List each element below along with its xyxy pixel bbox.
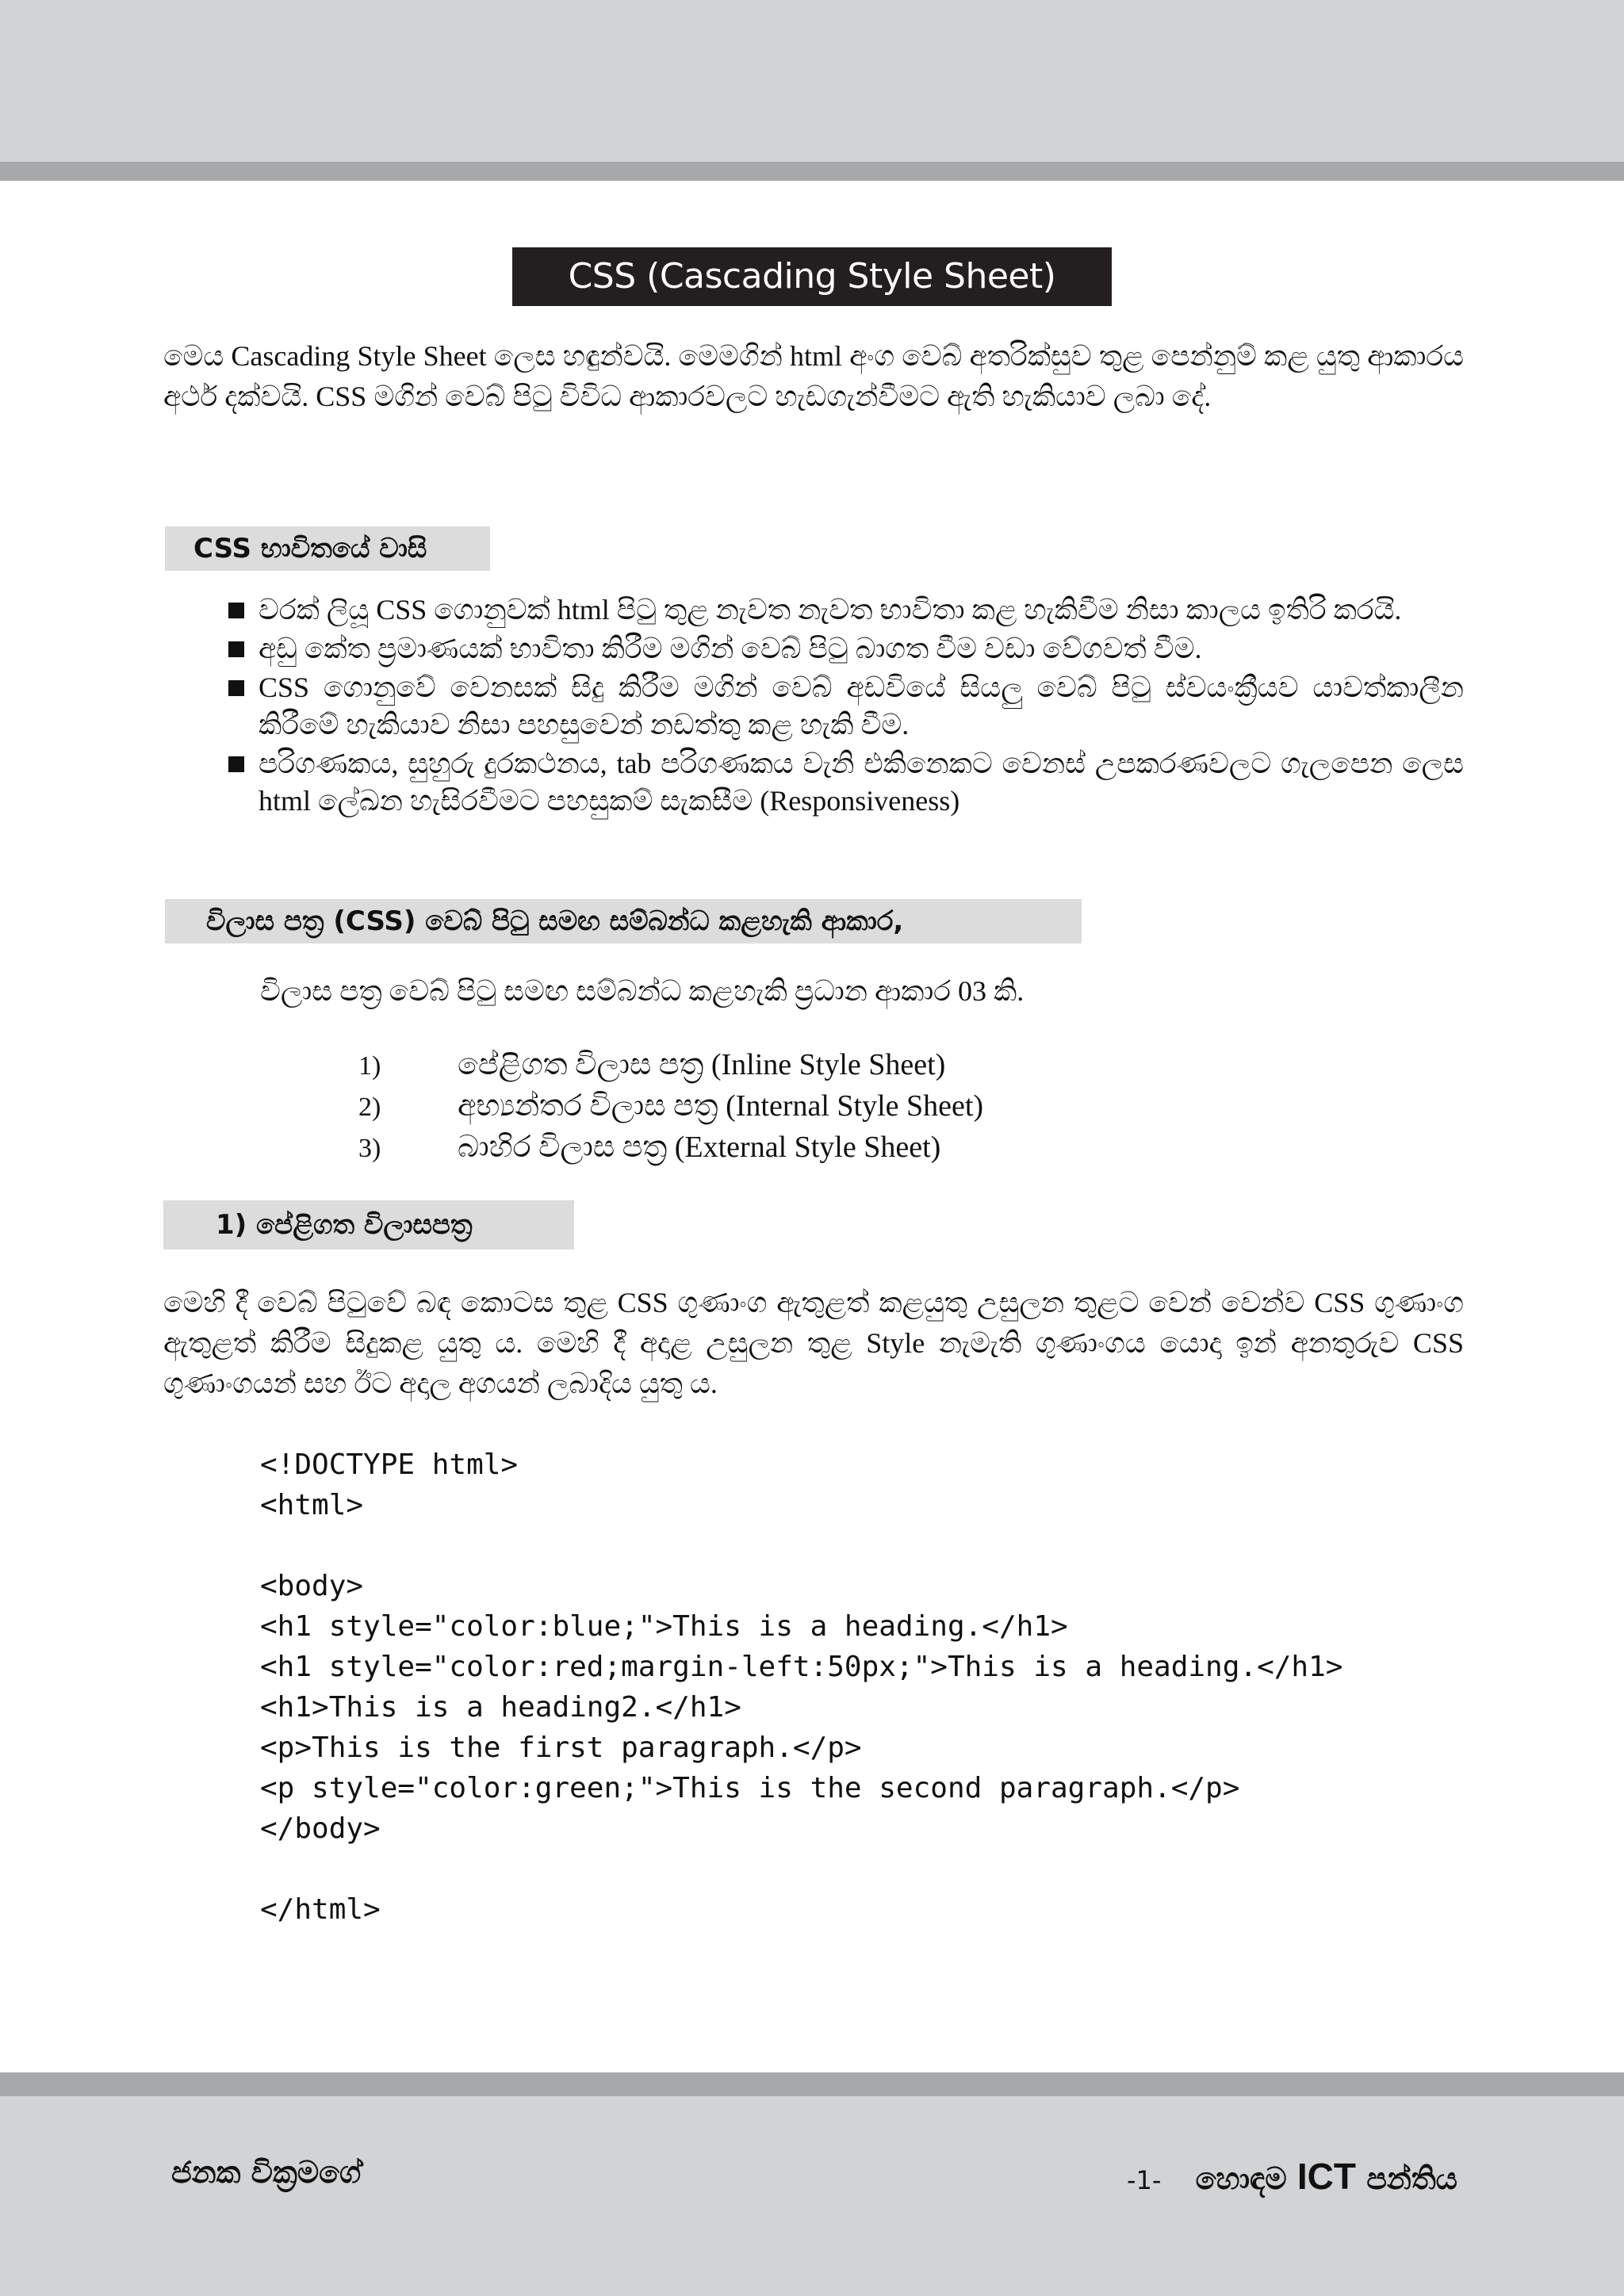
- page-number: -1-: [1126, 2165, 1162, 2195]
- list-item: 1) පේළිගත විලාස පත්‍ර (Inline Style Sheet): [358, 1048, 946, 1081]
- code-sample: <!DOCTYPE html> <html> <body> <h1 style="color:blue;">This is a heading.</h1> <h1 style="color:red;margin-left:50px;">This is a heading.</h1> <h1>This is a heading2.</h1> <p>This is the first paragraph.</p> <p style="color:green;">This is the second paragraph.</p> </body> </html>: [260, 1448, 1343, 1926]
- footer-author: ජනක වික්‍රමගේ: [171, 2155, 362, 2190]
- list-item: පරිගණකය, සුහුරු දුරකථනය, tab පරිගණකය වැනි එකිනෙකට වෙනස් උපකරණවලට ගැලපෙන ලෙස html ලේඛන හැසිරවීමට පහසුකම් සැකසීම (Responsiveness): [228, 745, 1464, 820]
- inline-paragraph: මෙහි දී වෙබ් පිටුවේ බඳ කොටස තුළ CSS ගුණාංග ඇතුළත් කළයුතු උසුලන තුළට වෙන් වෙන්ව CSS ගුණාංග ඇතුළත් කිරීම සිදුකළ යුතු ය. මෙහි දී අදාළ උසුලන තුළ Style නැමැති ගුණාංගය යොදා ඉන් අනතුරුව CSS ගුණාංගයන් සහ ඊට අදාල අගයන් ලබාදිය යුතු ය.: [163, 1287, 1464, 1399]
- square-bullet-icon: [228, 641, 244, 657]
- list-item: CSS ගොනුවේ වෙනසක් සිදු කිරීම මගින් වෙබ් අඩවියේ සියලු වෙබ් පිටු ස්වයංක්‍රීයව යාවත්කාලීන කිරීමේ හැකියාව නිසා පහසුවෙන් නඩත්තු කළ හැකි වීම.: [228, 669, 1464, 744]
- list-item: 2) අභ්‍යන්තර විලාස පත්‍ර (Internal Style Sheet): [358, 1089, 984, 1123]
- section-heading-linking: විලාස පත්‍ර (CSS) වෙබ් පිටු සමඟ සම්බන්ධ කළහැකි ආකාර,: [165, 899, 1082, 943]
- footer-rule: [0, 2072, 1624, 2096]
- list-item: වරක් ලියූ CSS ගොනුවක් html පිටු තුළ නැවත නැවත භාවිතා කළ හැකිවීම නිසා කාලය ඉතිරි කරයි.: [228, 591, 1464, 629]
- linking-intro: විලාස පත්‍ර වෙබ් පිටු සමඟ සම්බන්ධ කළහැකි ප්‍රධාන ආකාර 03 කි.: [260, 975, 1025, 1007]
- stylesheet-types-list: [358, 1045, 983, 1169]
- header-rule: [0, 162, 1624, 181]
- section-heading-advantages: CSS භාවිතයේ වාසි: [165, 526, 490, 571]
- advantages-list: [228, 591, 1464, 821]
- square-bullet-icon: [228, 680, 244, 696]
- intro-paragraph: මෙය Cascading Style Sheet ලෙස හඳුන්වයි. මෙමගින් html අංග වෙබ් අතරික්සුව තුළ පෙන්නුම් කළ යුතු ආකාරය අර්ථ දක්වයි. CSS මගින් වෙබ් පිටු විවිධ ආකාරවලට හැඩගැන්වීමට ඇති හැකියාව ලබා දේ.: [163, 340, 1464, 412]
- square-bullet-icon: [228, 603, 244, 618]
- header-band: [0, 0, 1624, 162]
- footer-series: [1127, 2155, 1457, 2198]
- page-title: CSS (Cascading Style Sheet): [512, 247, 1112, 306]
- section-heading-inline: 1) පේළිගත විලාසපත්‍ර: [163, 1200, 574, 1249]
- list-item: අඩු කේත ප්‍රමාණයක් භාවිතා කිරීම මගින් වෙබ් පිටු බාගත වීම වඩා වේගවත් වීම.: [228, 630, 1464, 668]
- list-item: 3) බාහිර විලාස පත්‍ර (External Style Sheet): [358, 1131, 941, 1164]
- series-ict: ICT: [1297, 2156, 1356, 2197]
- series-suffix: පන්තිය: [1366, 2161, 1457, 2196]
- square-bullet-icon: [228, 756, 244, 772]
- series-prefix: හොඳම: [1195, 2161, 1287, 2196]
